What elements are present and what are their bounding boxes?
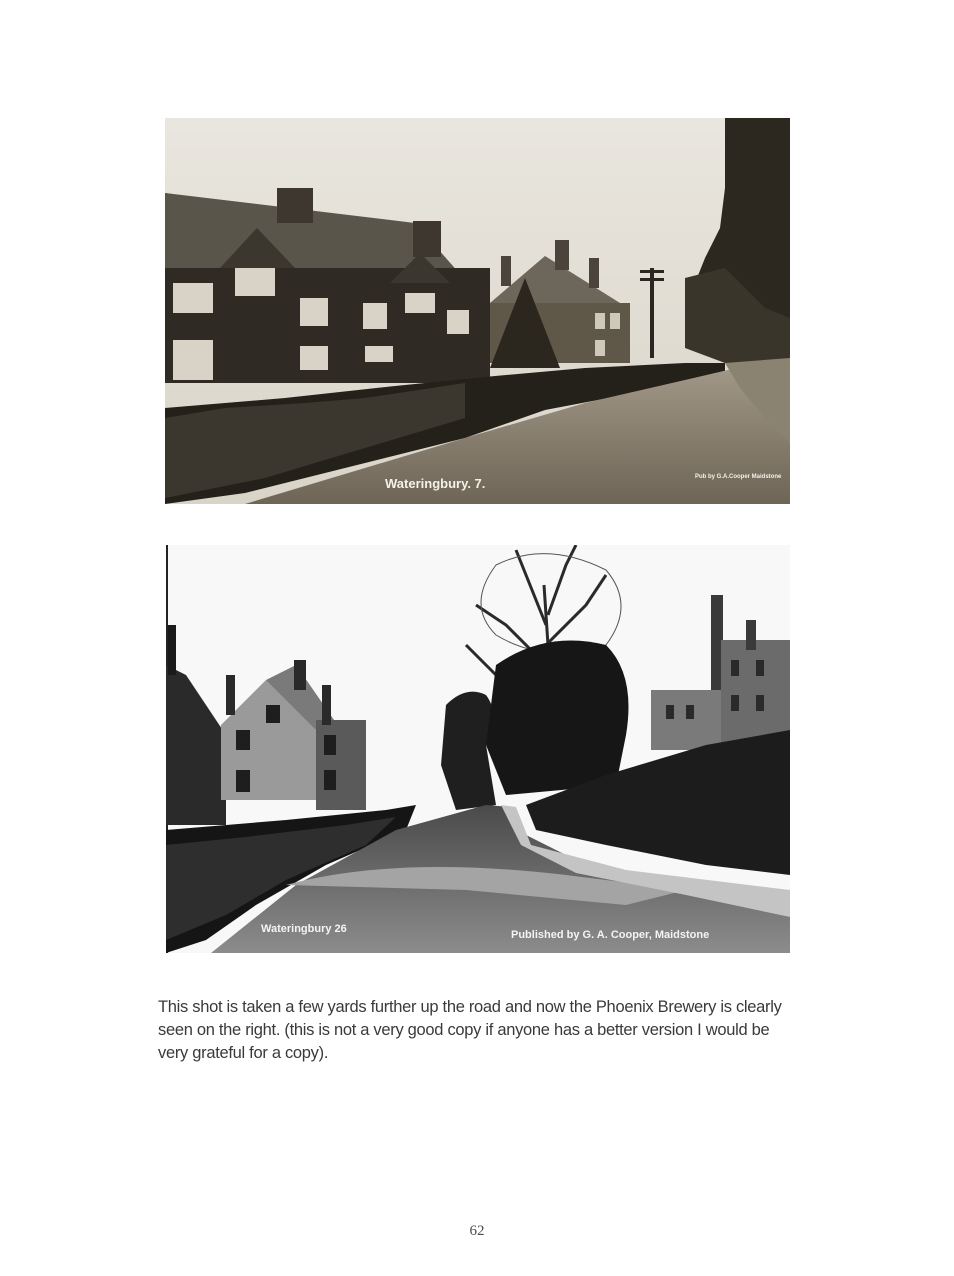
page-number: 62 (469, 1223, 485, 1239)
photo-stamp-top: Wateringbury. 7. (385, 476, 486, 491)
photo-stamp-bottom: Wateringbury 26 (261, 923, 347, 935)
postcard-photo-top (165, 118, 790, 504)
postcard-photo-bottom (166, 545, 790, 953)
photo-publisher-top: Pub by G.A.Cooper Maidstone (695, 474, 782, 480)
photo-publisher-bottom: Published by G. A. Cooper, Maidstone (511, 929, 710, 941)
caption-line-3: very grateful for a copy). (158, 1044, 329, 1062)
caption-line-2: seen on the right. (this is not a very good copy if anyone has a better version I would be (158, 1021, 770, 1039)
caption-line-1: This shot is taken a few yards further up the road and now the Phoenix Brewery is clearly (158, 998, 782, 1016)
